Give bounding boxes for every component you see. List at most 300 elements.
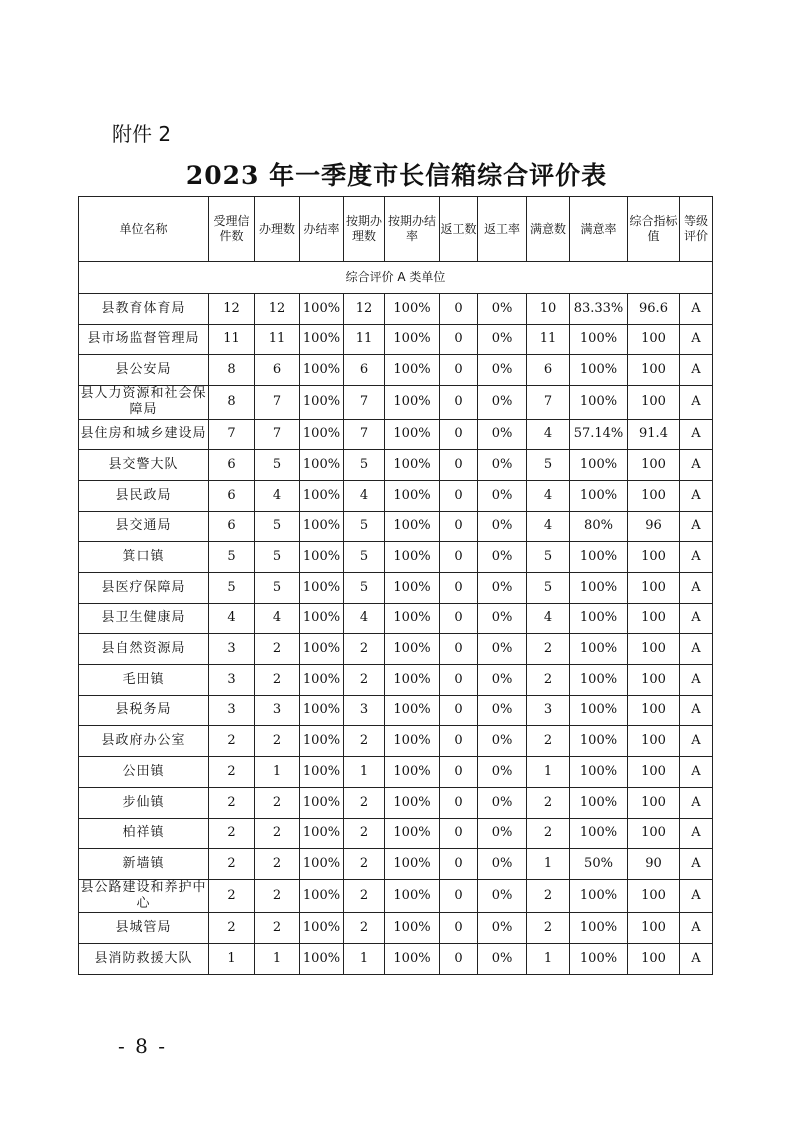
- cell-handled: 2: [255, 913, 300, 944]
- cell-satisfied: 3: [527, 695, 570, 726]
- cell-ontime: 2: [344, 879, 385, 913]
- cell-satisfied: 2: [527, 913, 570, 944]
- cell-received: 1: [209, 944, 255, 975]
- cell-ontime-rate: 100%: [385, 450, 440, 481]
- cell-satisfaction-rate: 100%: [570, 450, 628, 481]
- cell-ontime-rate: 100%: [385, 818, 440, 849]
- table-row: [79, 634, 713, 665]
- cell-grade: A: [680, 603, 713, 634]
- cell-returned: 0: [440, 787, 478, 818]
- cell-satisfaction-rate: 100%: [570, 603, 628, 634]
- cell-ontime-rate: 100%: [385, 573, 440, 604]
- cell-handled: 5: [255, 511, 300, 542]
- cell-returned: 0: [440, 386, 478, 420]
- cell-score: 96: [628, 511, 680, 542]
- table-row: [79, 480, 713, 511]
- cell-handled: 4: [255, 480, 300, 511]
- header-score: 综合指标值: [628, 197, 680, 262]
- cell-unit-name: 县交警大队: [79, 450, 209, 481]
- cell-unit-name: 县医疗保障局: [79, 573, 209, 604]
- cell-return-rate: 0%: [478, 913, 527, 944]
- table-row: [79, 419, 713, 450]
- cell-satisfaction-rate: 100%: [570, 944, 628, 975]
- cell-score: 100: [628, 944, 680, 975]
- cell-unit-name: 县交通局: [79, 511, 209, 542]
- cell-unit-name: 毛田镇: [79, 665, 209, 696]
- cell-score: 100: [628, 324, 680, 355]
- header-ontime: 按期办理数: [344, 197, 385, 262]
- cell-handled: 12: [255, 294, 300, 325]
- cell-received: 3: [209, 695, 255, 726]
- cell-returned: 0: [440, 726, 478, 757]
- table-row: [79, 294, 713, 325]
- cell-satisfied: 7: [527, 386, 570, 420]
- cell-completion-rate: 100%: [300, 573, 344, 604]
- cell-returned: 0: [440, 849, 478, 880]
- cell-satisfied: 2: [527, 634, 570, 665]
- header-returned: 返工数: [440, 197, 478, 262]
- cell-satisfaction-rate: 100%: [570, 573, 628, 604]
- table-row: [79, 849, 713, 880]
- table-row: [79, 944, 713, 975]
- cell-satisfied: 10: [527, 294, 570, 325]
- cell-received: 11: [209, 324, 255, 355]
- cell-handled: 5: [255, 573, 300, 604]
- cell-score: 100: [628, 480, 680, 511]
- cell-satisfied: 4: [527, 419, 570, 450]
- cell-returned: 0: [440, 450, 478, 481]
- cell-return-rate: 0%: [478, 450, 527, 481]
- cell-ontime: 5: [344, 542, 385, 573]
- header-satisfaction-rate: 满意率: [570, 197, 628, 262]
- cell-unit-name: 公田镇: [79, 757, 209, 788]
- header-grade: 等级评价: [680, 197, 713, 262]
- cell-handled: 2: [255, 818, 300, 849]
- cell-return-rate: 0%: [478, 665, 527, 696]
- table-row: [79, 450, 713, 481]
- cell-completion-rate: 100%: [300, 355, 344, 386]
- cell-returned: 0: [440, 603, 478, 634]
- cell-received: 7: [209, 419, 255, 450]
- cell-satisfied: 2: [527, 879, 570, 913]
- cell-ontime-rate: 100%: [385, 324, 440, 355]
- cell-score: 100: [628, 355, 680, 386]
- table-header-row: [79, 197, 713, 262]
- cell-ontime: 7: [344, 386, 385, 420]
- cell-unit-name: 步仙镇: [79, 787, 209, 818]
- cell-satisfaction-rate: 100%: [570, 879, 628, 913]
- cell-ontime: 12: [344, 294, 385, 325]
- table-row: [79, 386, 713, 420]
- document-title: 2023 年一季度市长信箱综合评价表: [185, 161, 608, 190]
- cell-unit-name: 县城管局: [79, 913, 209, 944]
- cell-score: 100: [628, 665, 680, 696]
- cell-grade: A: [680, 757, 713, 788]
- cell-ontime-rate: 100%: [385, 294, 440, 325]
- cell-ontime: 2: [344, 849, 385, 880]
- cell-score: 90: [628, 849, 680, 880]
- cell-completion-rate: 100%: [300, 419, 344, 450]
- cell-satisfaction-rate: 100%: [570, 913, 628, 944]
- cell-ontime-rate: 100%: [385, 603, 440, 634]
- cell-completion-rate: 100%: [300, 450, 344, 481]
- cell-handled: 7: [255, 386, 300, 420]
- cell-handled: 4: [255, 603, 300, 634]
- cell-completion-rate: 100%: [300, 603, 344, 634]
- cell-returned: 0: [440, 665, 478, 696]
- cell-satisfaction-rate: 100%: [570, 726, 628, 757]
- cell-completion-rate: 100%: [300, 542, 344, 573]
- cell-ontime-rate: 100%: [385, 634, 440, 665]
- cell-handled: 11: [255, 324, 300, 355]
- cell-satisfaction-rate: 100%: [570, 324, 628, 355]
- cell-unit-name: 县自然资源局: [79, 634, 209, 665]
- cell-unit-name: 新墙镇: [79, 849, 209, 880]
- cell-handled: 3: [255, 695, 300, 726]
- cell-completion-rate: 100%: [300, 726, 344, 757]
- cell-ontime-rate: 100%: [385, 913, 440, 944]
- table-row: [79, 542, 713, 573]
- cell-satisfaction-rate: 100%: [570, 386, 628, 420]
- cell-received: 2: [209, 757, 255, 788]
- cell-received: 3: [209, 634, 255, 665]
- cell-grade: A: [680, 913, 713, 944]
- table-row: [79, 511, 713, 542]
- cell-satisfied: 2: [527, 818, 570, 849]
- cell-received: 12: [209, 294, 255, 325]
- cell-return-rate: 0%: [478, 324, 527, 355]
- cell-score: 100: [628, 603, 680, 634]
- cell-received: 3: [209, 665, 255, 696]
- cell-grade: A: [680, 944, 713, 975]
- cell-unit-name: 县卫生健康局: [79, 603, 209, 634]
- cell-return-rate: 0%: [478, 542, 527, 573]
- cell-returned: 0: [440, 480, 478, 511]
- section-label: 综合评价 A 类单位: [79, 262, 713, 294]
- cell-ontime-rate: 100%: [385, 849, 440, 880]
- cell-ontime-rate: 100%: [385, 787, 440, 818]
- header-satisfied: 满意数: [527, 197, 570, 262]
- cell-return-rate: 0%: [478, 419, 527, 450]
- cell-unit-name: 县人力资源和社会保障局: [80, 386, 207, 418]
- cell-completion-rate: 100%: [300, 879, 344, 913]
- header-unit: 单位名称: [79, 197, 209, 262]
- cell-ontime-rate: 100%: [385, 386, 440, 420]
- cell-grade: A: [680, 324, 713, 355]
- cell-unit-name: 县公路建设和养护中心: [80, 879, 207, 912]
- cell-returned: 0: [440, 511, 478, 542]
- cell-received: 5: [209, 573, 255, 604]
- cell-returned: 0: [440, 573, 478, 604]
- cell-satisfaction-rate: 83.33%: [570, 294, 628, 325]
- cell-completion-rate: 100%: [300, 386, 344, 420]
- cell-completion-rate: 100%: [300, 634, 344, 665]
- cell-satisfied: 2: [527, 787, 570, 818]
- cell-grade: A: [680, 879, 713, 913]
- table-row: [79, 603, 713, 634]
- cell-return-rate: 0%: [478, 695, 527, 726]
- cell-return-rate: 0%: [478, 511, 527, 542]
- cell-returned: 0: [440, 542, 478, 573]
- cell-satisfied: 1: [527, 849, 570, 880]
- cell-ontime: 2: [344, 787, 385, 818]
- cell-unit-name: 县政府办公室: [79, 726, 209, 757]
- cell-returned: 0: [440, 294, 478, 325]
- cell-grade: A: [680, 294, 713, 325]
- cell-ontime-rate: 100%: [385, 665, 440, 696]
- cell-ontime: 1: [344, 944, 385, 975]
- cell-grade: A: [680, 695, 713, 726]
- cell-satisfaction-rate: 100%: [570, 480, 628, 511]
- cell-satisfied: 4: [527, 480, 570, 511]
- cell-unit-name: 箕口镇: [79, 542, 209, 573]
- cell-grade: A: [680, 480, 713, 511]
- cell-grade: A: [680, 355, 713, 386]
- cell-return-rate: 0%: [478, 480, 527, 511]
- cell-grade: A: [680, 511, 713, 542]
- table-row: [79, 879, 713, 913]
- cell-satisfaction-rate: 50%: [570, 849, 628, 880]
- cell-satisfaction-rate: 100%: [570, 695, 628, 726]
- cell-handled: 2: [255, 849, 300, 880]
- table-row: [79, 787, 713, 818]
- cell-returned: 0: [440, 355, 478, 386]
- header-handled: 办理数: [255, 197, 300, 262]
- cell-return-rate: 0%: [478, 573, 527, 604]
- table-row: [79, 665, 713, 696]
- cell-returned: 0: [440, 419, 478, 450]
- cell-grade: A: [680, 849, 713, 880]
- cell-completion-rate: 100%: [300, 665, 344, 696]
- cell-handled: 6: [255, 355, 300, 386]
- cell-unit-name: 县住房和城乡建设局: [79, 419, 209, 450]
- header-received: 受理信件数: [209, 197, 255, 262]
- cell-ontime: 4: [344, 480, 385, 511]
- cell-satisfied: 6: [527, 355, 570, 386]
- cell-score: 100: [628, 386, 680, 420]
- cell-grade: A: [680, 665, 713, 696]
- cell-satisfied: 1: [527, 757, 570, 788]
- cell-handled: 2: [255, 726, 300, 757]
- attachment-label: 附件 2: [112, 122, 172, 146]
- header-ontime-rate: 按期办结率: [385, 197, 440, 262]
- table-row: [79, 726, 713, 757]
- cell-satisfaction-rate: 100%: [570, 355, 628, 386]
- cell-returned: 0: [440, 913, 478, 944]
- cell-grade: A: [680, 419, 713, 450]
- cell-return-rate: 0%: [478, 787, 527, 818]
- cell-ontime: 2: [344, 818, 385, 849]
- header-return-rate: 返工率: [478, 197, 527, 262]
- cell-return-rate: 0%: [478, 879, 527, 913]
- cell-grade: A: [680, 634, 713, 665]
- cell-returned: 0: [440, 634, 478, 665]
- cell-grade: A: [680, 450, 713, 481]
- cell-ontime: 5: [344, 573, 385, 604]
- cell-handled: 2: [255, 879, 300, 913]
- cell-completion-rate: 100%: [300, 480, 344, 511]
- cell-ontime: 2: [344, 634, 385, 665]
- cell-received: 2: [209, 787, 255, 818]
- cell-unit-name: 县市场监督管理局: [79, 324, 209, 355]
- cell-satisfaction-rate: 100%: [570, 542, 628, 573]
- cell-returned: 0: [440, 757, 478, 788]
- cell-received: 8: [209, 355, 255, 386]
- cell-completion-rate: 100%: [300, 511, 344, 542]
- cell-score: 100: [628, 787, 680, 818]
- cell-unit-name: 柏祥镇: [79, 818, 209, 849]
- table-row: [79, 573, 713, 604]
- cell-ontime: 7: [344, 419, 385, 450]
- cell-return-rate: 0%: [478, 634, 527, 665]
- cell-received: 6: [209, 480, 255, 511]
- cell-satisfaction-rate: 80%: [570, 511, 628, 542]
- cell-score: 100: [628, 879, 680, 913]
- cell-ontime-rate: 100%: [385, 695, 440, 726]
- cell-received: 2: [209, 913, 255, 944]
- cell-satisfied: 2: [527, 665, 570, 696]
- cell-received: 5: [209, 542, 255, 573]
- cell-unit-name: 县公安局: [79, 355, 209, 386]
- cell-ontime: 5: [344, 511, 385, 542]
- cell-completion-rate: 100%: [300, 294, 344, 325]
- cell-satisfaction-rate: 100%: [570, 634, 628, 665]
- cell-received: 4: [209, 603, 255, 634]
- cell-return-rate: 0%: [478, 818, 527, 849]
- cell-completion-rate: 100%: [300, 944, 344, 975]
- cell-ontime: 2: [344, 726, 385, 757]
- cell-unit-name: 县消防救援大队: [79, 944, 209, 975]
- cell-handled: 5: [255, 542, 300, 573]
- cell-handled: 2: [255, 665, 300, 696]
- cell-score: 96.6: [628, 294, 680, 325]
- cell-return-rate: 0%: [478, 726, 527, 757]
- cell-ontime-rate: 100%: [385, 944, 440, 975]
- cell-received: 2: [209, 726, 255, 757]
- cell-ontime: 2: [344, 665, 385, 696]
- cell-satisfied: 11: [527, 324, 570, 355]
- cell-score: 100: [628, 726, 680, 757]
- cell-completion-rate: 100%: [300, 787, 344, 818]
- cell-returned: 0: [440, 818, 478, 849]
- cell-returned: 0: [440, 324, 478, 355]
- cell-satisfaction-rate: 57.14%: [570, 419, 628, 450]
- cell-return-rate: 0%: [478, 294, 527, 325]
- cell-ontime: 4: [344, 603, 385, 634]
- cell-unit-name: 县民政局: [79, 480, 209, 511]
- cell-grade: A: [680, 573, 713, 604]
- cell-returned: 0: [440, 879, 478, 913]
- cell-ontime-rate: 100%: [385, 757, 440, 788]
- cell-ontime-rate: 100%: [385, 355, 440, 386]
- cell-ontime: 2: [344, 913, 385, 944]
- cell-return-rate: 0%: [478, 849, 527, 880]
- cell-satisfied: 5: [527, 542, 570, 573]
- evaluation-table: [78, 196, 713, 975]
- cell-score: 100: [628, 913, 680, 944]
- cell-completion-rate: 100%: [300, 757, 344, 788]
- table-row: [79, 913, 713, 944]
- cell-return-rate: 0%: [478, 757, 527, 788]
- cell-received: 6: [209, 450, 255, 481]
- cell-score: 100: [628, 573, 680, 604]
- cell-returned: 0: [440, 695, 478, 726]
- table-row: [79, 695, 713, 726]
- cell-ontime: 3: [344, 695, 385, 726]
- cell-handled: 1: [255, 757, 300, 788]
- cell-grade: A: [680, 818, 713, 849]
- cell-return-rate: 0%: [478, 355, 527, 386]
- page-number: - 8 -: [118, 1034, 167, 1058]
- cell-ontime: 6: [344, 355, 385, 386]
- cell-received: 2: [209, 818, 255, 849]
- cell-handled: 1: [255, 944, 300, 975]
- cell-handled: 2: [255, 787, 300, 818]
- cell-received: 2: [209, 879, 255, 913]
- cell-handled: 2: [255, 634, 300, 665]
- cell-completion-rate: 100%: [300, 324, 344, 355]
- cell-completion-rate: 100%: [300, 913, 344, 944]
- cell-ontime: 11: [344, 324, 385, 355]
- cell-satisfied: 5: [527, 450, 570, 481]
- cell-satisfied: 4: [527, 511, 570, 542]
- cell-grade: A: [680, 542, 713, 573]
- cell-score: 100: [628, 634, 680, 665]
- cell-satisfied: 5: [527, 573, 570, 604]
- table-row: [79, 355, 713, 386]
- cell-satisfaction-rate: 100%: [570, 665, 628, 696]
- cell-grade: A: [680, 787, 713, 818]
- cell-satisfaction-rate: 100%: [570, 818, 628, 849]
- cell-received: 8: [209, 386, 255, 420]
- cell-handled: 5: [255, 450, 300, 481]
- cell-return-rate: 0%: [478, 603, 527, 634]
- cell-score: 100: [628, 818, 680, 849]
- cell-score: 100: [628, 695, 680, 726]
- cell-completion-rate: 100%: [300, 849, 344, 880]
- cell-unit-name: 县税务局: [79, 695, 209, 726]
- cell-ontime: 5: [344, 450, 385, 481]
- cell-ontime: 1: [344, 757, 385, 788]
- cell-unit-name: 县教育体育局: [79, 294, 209, 325]
- cell-score: 100: [628, 757, 680, 788]
- section-row: [79, 262, 713, 294]
- cell-score: 100: [628, 450, 680, 481]
- cell-handled: 7: [255, 419, 300, 450]
- cell-ontime-rate: 100%: [385, 511, 440, 542]
- cell-return-rate: 0%: [478, 386, 527, 420]
- cell-completion-rate: 100%: [300, 818, 344, 849]
- cell-ontime-rate: 100%: [385, 542, 440, 573]
- cell-satisfaction-rate: 100%: [570, 787, 628, 818]
- cell-completion-rate: 100%: [300, 695, 344, 726]
- cell-received: 2: [209, 849, 255, 880]
- cell-ontime-rate: 100%: [385, 726, 440, 757]
- header-completion-rate: 办结率: [300, 197, 344, 262]
- cell-satisfied: 1: [527, 944, 570, 975]
- cell-received: 6: [209, 511, 255, 542]
- cell-ontime-rate: 100%: [385, 419, 440, 450]
- cell-score: 91.4: [628, 419, 680, 450]
- cell-grade: A: [680, 386, 713, 420]
- cell-ontime-rate: 100%: [385, 879, 440, 913]
- table-row: [79, 818, 713, 849]
- cell-satisfied: 2: [527, 726, 570, 757]
- cell-ontime-rate: 100%: [385, 480, 440, 511]
- cell-satisfied: 4: [527, 603, 570, 634]
- cell-return-rate: 0%: [478, 944, 527, 975]
- table-row: [79, 757, 713, 788]
